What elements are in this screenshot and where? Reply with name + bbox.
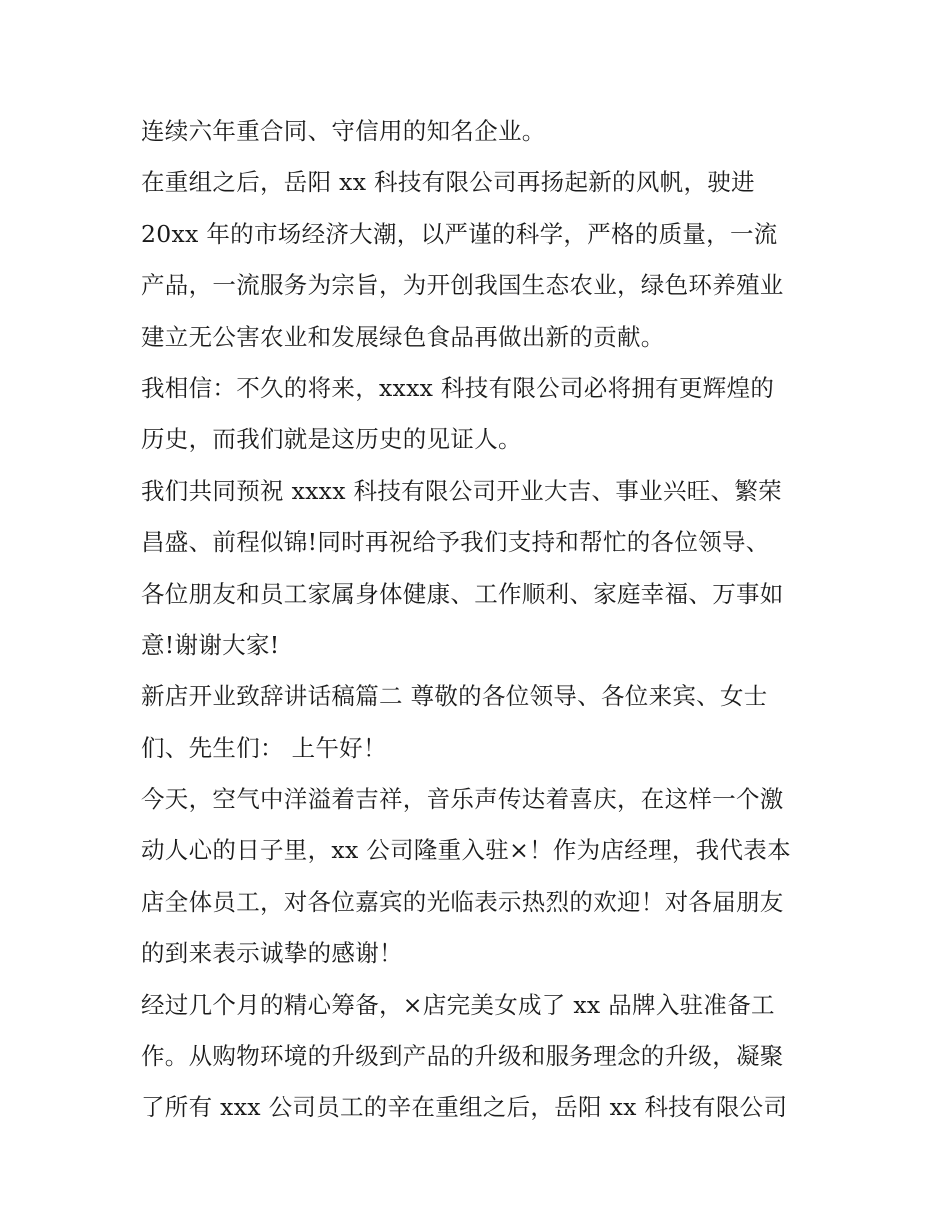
text-line: 店全体员工，对各位嘉宾的光临表示热烈的欢迎！对各届朋友 <box>141 887 784 916</box>
text-line: 的到来表示诚挚的感谢！ <box>141 939 403 968</box>
text-line: 各位朋友和员工家属身体健康、工作顺利、家庭幸福、万事如 <box>141 579 784 608</box>
text-line: 我相信：不久的将来，xxxx 科技有限公司必将拥有更辉煌的 <box>141 373 775 402</box>
text-line: 20xx 年的市场经济大潮，以严谨的科学，严格的质量，一流 <box>141 219 778 248</box>
text-line: 经过几个月的精心筹备，×店完美女成了 xx 品牌入驻准备工 <box>141 990 775 1019</box>
text-line: 在重组之后，岳阳 xx 科技有限公司再扬起新的风帆，驶进 <box>141 168 755 197</box>
text-line: 连续六年重合同、守信用的知名企业。 <box>141 117 546 145</box>
text-line: 产品，一流服务为宗旨，为开创我国生态农业，绿色环养殖业 <box>141 271 784 300</box>
text-line: 新店开业致辞讲话稿篇二 尊敬的各位领导、各位来宾、女士 <box>141 682 768 711</box>
text-line: 作。从购物环境的升级到产品的升级和服务理念的升级，凝聚 <box>141 1042 784 1071</box>
document-body <box>141 106 831 1134</box>
text-line: 历史，而我们就是这历史的见证人。 <box>141 425 522 454</box>
text-line: 昌盛、前程似锦!同时再祝给予我们支持和帮忙的各位领导、 <box>141 528 770 557</box>
text-line: 我们共同预祝 xxxx 科技有限公司开业大吉、事业兴旺、繁荣 <box>141 476 782 505</box>
text-line: 了所有 xxx 公司员工的辛在重组之后，岳阳 xx 科技有限公司 <box>141 1093 788 1122</box>
text-line: 今天，空气中洋溢着吉祥，音乐声传达着喜庆，在这样一个激 <box>141 785 784 814</box>
text-line: 动人心的日子里，xx 公司隆重入驻×！作为店经理，我代表本 <box>141 836 791 865</box>
text-line: 建立无公害农业和发展绿色食品再做出新的贡献。 <box>141 322 665 351</box>
text-line: 们、先生们： 上午好！ <box>141 733 387 762</box>
text-line: 意!谢谢大家! <box>141 630 280 659</box>
